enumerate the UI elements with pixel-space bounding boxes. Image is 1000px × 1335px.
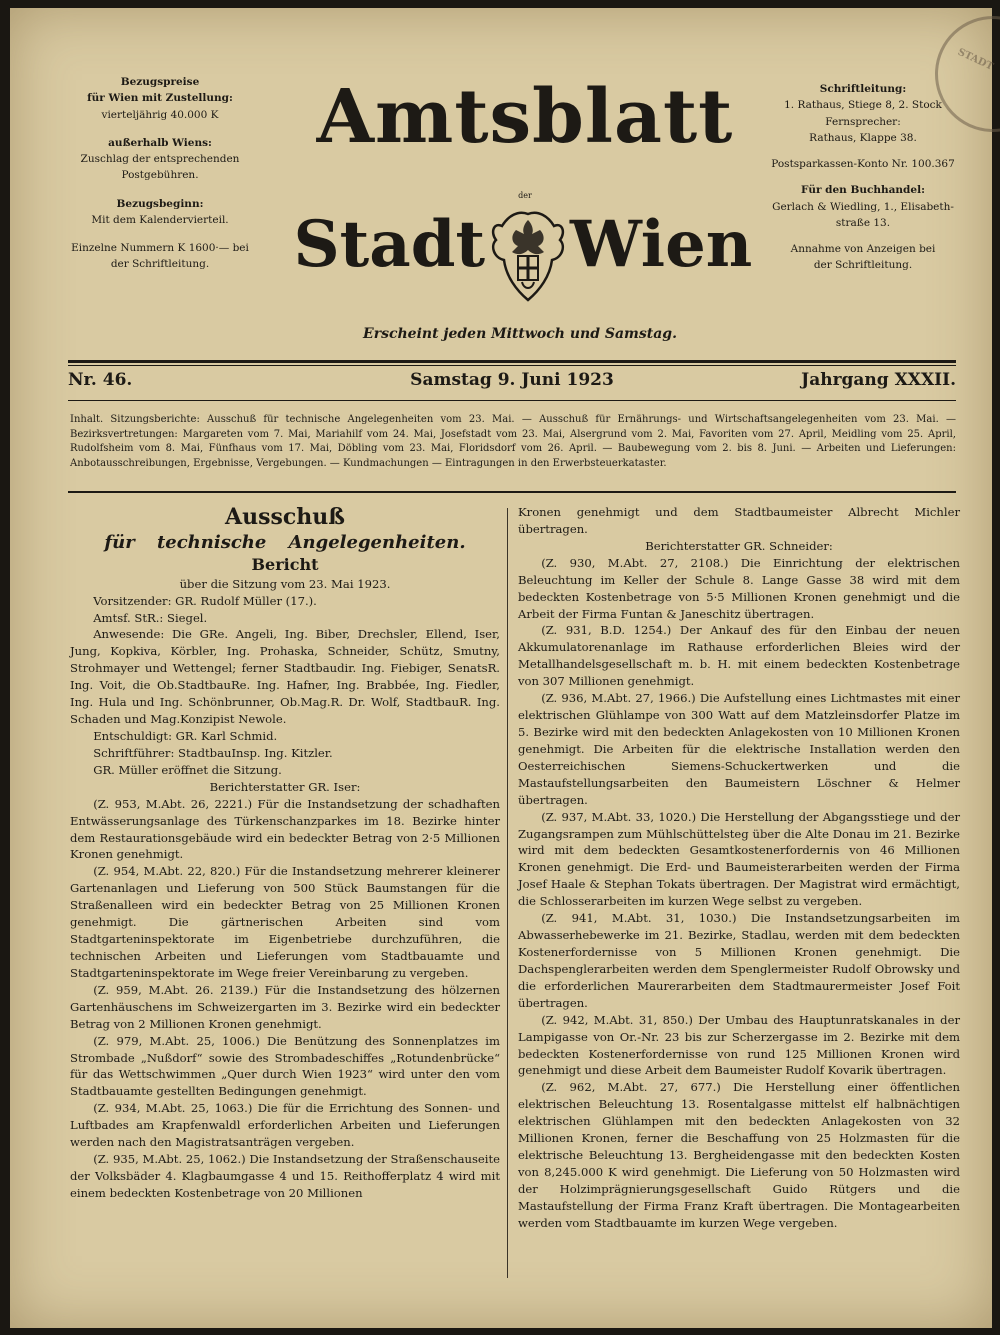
info-line: Schriftleitung: bbox=[819, 83, 907, 95]
info-line: der Schriftleitung. bbox=[110, 258, 210, 271]
rapporteur-heading: Berichterstatter GR. Iser: bbox=[209, 779, 361, 794]
paragraph: Vorsitzender: GR. Rudolf Müller (17.). bbox=[93, 593, 317, 608]
paragraph: (Z. 930, M.Abt. 27, 2108.) Die Einrichtung der elektrischen Beleuchtung im Keller der Schule 8. Lange Gasse 38 wird mit dem bedeckten Kostenbetrage von 5·5 Millionen Kronen genehmigt und die Arbeit der Firma Funtan & Janeschitz übertragen. bbox=[518, 555, 960, 621]
vienna-crest-icon bbox=[488, 206, 568, 306]
article-date: über die Sitzung vom 23. Mai 1923. bbox=[179, 576, 391, 591]
info-line: für Wien mit Zustellung: bbox=[87, 92, 233, 105]
masthead-rule-thin bbox=[68, 365, 956, 366]
title-der: der bbox=[518, 191, 532, 200]
paragraph: (Z. 936, M.Abt. 27, 1966.) Die Aufstellung eines Lichtmastes mit einer elektrischen Glühlampe von 300 Watt auf dem Matzleinsdorfer Platze im 5. Bezirke wird mit den bedeckten Anlagekosten von 10 Millionen Kronen genehmigt. Die Arbeiten für die elektrische Installation werden den Oesterreichischen Siemens-Schuckertwerken und die Mastaufstellungsarbeiten den Baumeistern Löschner & Helmer übertragen. bbox=[518, 691, 960, 807]
info-line: Gerlach & Wiedling, 1., Elisabeth- bbox=[772, 200, 954, 213]
rapporteur-heading: Berichterstatter GR. Schneider: bbox=[645, 538, 833, 553]
paragraph: Entschuldigt: GR. Karl Schmid. bbox=[93, 728, 278, 743]
library-stamp: STADT bbox=[916, 0, 1000, 151]
info-line: Mit dem Kalendervierteil. bbox=[91, 213, 229, 226]
issue-rule bbox=[68, 400, 956, 401]
toc-rule bbox=[68, 491, 956, 493]
left-column bbox=[70, 504, 500, 1202]
info-line: Postsparkassen-Konto Nr. 100.367 bbox=[771, 158, 955, 171]
article-title: Ausschuß bbox=[225, 504, 345, 530]
info-line: außerhalb Wiens: bbox=[108, 136, 212, 149]
paragraph: (Z. 962, M.Abt. 27, 677.) Die Herstellung einer öffentlichen elektrischen Beleuchtung 13. Rosentalgasse mittelst elf halbnächtigen elektrischen Glühlampen mit den bedeckten Anlagekosten von 32 Millionen Kronen, ferner die Beschaffung von 25 Holzmasten für die elektrische Beleuchtung 13. Bergheidengasse mit den bedeckten Kosten von 8,245.000 K wird genehmigt. Die Lieferung von 50 Holzmasten wird der Holzimprägnierungsgesellschaft Guido Rütgers und die Mastaufstellung der Firma Franz Kraft übertragen. Die Montagearbeiten werden vom Stadtbauamte im kurzen Wege vergeben. bbox=[518, 1080, 960, 1230]
paragraph: (Z. 953, M.Abt. 26, 2221.) Für die Instandsetzung der schadhaften Entwässerungsanlage des Türkenschanzparkes im 18. Bezirke hinter dem Restaurationsgebäude wird ein bedeckter Betrag von 2·5 Millionen Kronen genehmigt. bbox=[70, 796, 500, 862]
paragraph: (Z. 931, B.D. 1254.) Der Ankauf des für den Einbau der neuen Akkumulatorenanlage im Rathause erforderlichen Bleies wird der Metallhandelsgesellschaft m. b. H. mit einem bedeckten Kostenbetrage von 307 Millionen genehmigt. bbox=[518, 623, 960, 689]
title-wien: Wien bbox=[570, 207, 753, 282]
paragraph: (Z. 934, M.Abt. 25, 1063.) Die für die Errichtung des Sonnen- und Luftbades am Krapfenwaldl erforderlichen Arbeiten und Lieferungen werden nach den Magistratsanträgen vergeben. bbox=[70, 1101, 500, 1150]
paragraph: (Z. 941, M.Abt. 31, 1030.) Die Instandsetzungsarbeiten im Abwasserhebewerke im 21. Bezirke, Stadlau, werden mit dem bedeckten Kostenerfordernisse von 5 Millionen Kronen genehmigt. Die Dachspenglerarbeiten werden dem Spenglermeister Rudolf Obrowsky und die erforderlichen Maurerarbeiten dem Stadtmaurermeister Josef Foit übertragen. bbox=[518, 911, 960, 1010]
info-line: Bezugspreise bbox=[120, 76, 200, 88]
article-bericht: Bericht bbox=[251, 554, 319, 574]
info-line: Zuschlag der entsprechenden bbox=[80, 153, 240, 166]
info-line: straße 13. bbox=[835, 216, 891, 229]
column-divider bbox=[507, 508, 508, 1278]
issue-year: Jahrgang XXXII. bbox=[801, 370, 956, 390]
newspaper-page bbox=[10, 8, 995, 1328]
masthead-rule bbox=[68, 360, 956, 363]
info-line: Rathaus, Klappe 38. bbox=[809, 131, 917, 144]
paragraph: Anwesende: Die GRe. Angeli, Ing. Biber, Drechsler, Ellend, Iser, Jung, Kopkiva, Körbler, Ing. Prohaska, Schneider, Schütz, Smutny, Strohmayer und Wettengel; ferner Stadtbaudir. Ing. Fiebiger, SenatsR. Ing. Voit, die Ob.StadtbauRe. Ing. Hafner, Ing. Brabbée, Ing. Fiedler, Ing. Hula und Ing. Schönbrunner, Ob.Mag.R. Dr. Wolf, StadtbauR. Ing. Schaden und Mag.Konzipist Newole. bbox=[70, 627, 500, 727]
subscription-info bbox=[55, 74, 265, 285]
paragraph: (Z. 937, M.Abt. 33, 1020.) Die Herstellung der Abgangsstiege und der Zugangsrampen zum Mühlschüttelsteg über die Alte Donau im 21. Bezirke wird mit dem bedeckten Gesamtkostenerfordernis von 46 Millionen Kronen genehmigt. Die Erd- und Baumeisterarbeiten werden der Firma Josef Haale & Stephan Tokats übertragen. Der Magistrat wird ermächtigt, die Schlosserarbeiten im kurzen Wege selbst zu vergeben. bbox=[518, 809, 960, 909]
paragraph: (Z. 935, M.Abt. 25, 1062.) Die Instandsetzung der Straßenschauseite der Volksbäder 4. Klagbaumgasse 4 und 15. Reithofferplatz 4 wird mit einem bedeckten Kostenbetrage von 20 Millionen bbox=[70, 1152, 500, 1200]
info-line: Einzelne Nummern K 1600·— bei bbox=[71, 242, 249, 255]
paragraph: GR. Müller eröffnet die Sitzung. bbox=[93, 762, 282, 777]
paragraph: (Z. 942, M.Abt. 31, 850.) Der Umbau des Hauptunratskanales in der Lampigasse von Or.-Nr. 23 bis zur Scherzergasse im 2. Bezirke mit dem bedeckten Kostenerfordernisse von rund 125 Millionen Kronen wird genehmigt und diese Arbeit dem Baumeister Rudolf Kovarik übertragen. bbox=[518, 1012, 960, 1078]
right-column bbox=[518, 504, 960, 1232]
paragraph: Schriftführer: StadtbauInsp. Ing. Kitzler. bbox=[93, 745, 333, 760]
info-line: Fernsprecher: bbox=[825, 115, 901, 128]
paragraph: Amtsf. StR.: Siegel. bbox=[93, 610, 208, 625]
issue-date: Samstag 9. Juni 1923 bbox=[410, 370, 614, 390]
issue-line bbox=[68, 370, 956, 396]
info-line: der Schriftleitung. bbox=[813, 259, 913, 272]
paragraph: (Z. 959, M.Abt. 26. 2139.) Für die Instandsetzung des hölzernen Gartenhäuschens im Schweizergarten im 3. Bezirke wird ein bedeckter Betrag von 2 Millionen Kronen genehmigt. bbox=[70, 982, 500, 1031]
info-line: Postgebühren. bbox=[121, 169, 199, 182]
masthead bbox=[10, 8, 992, 363]
info-line: Annahme von Anzeigen bei bbox=[790, 243, 936, 256]
paragraph: (Z. 979, M.Abt. 25, 1006.) Die Benützung des Sonnenplatzes im Strombade „Nußdorf“ sowie des Strombadeschiffes „Rotundenbrücke“ für das Wettschwimmen „Quer durch Wien 1923“ wird unter den vom Stadtbauamte gestellten Bedingungen genehmigt. bbox=[70, 1033, 500, 1099]
title-stadt: Stadt bbox=[293, 207, 485, 282]
info-line: Für den Buchhandel: bbox=[801, 184, 925, 197]
info-line: 1. Rathaus, Stiege 8, 2. Stock bbox=[784, 99, 942, 112]
paragraph: Kronen genehmigt und dem Stadtbaumeister Albrecht Michler übertragen. bbox=[518, 505, 960, 536]
table-of-contents: Inhalt. Sitzungsberichte: Ausschuß für technische Angelegenheiten vom 23. Mai. — Ausschuß für Ernährungs- und Wirtschaftsangelegenheiten vom 23. Mai. — Bezirksvertretungen: Margareten vom 7. Mai, Mariahilf vom 24. Mai, Josefstadt vom 23. Mai, Alsergrund vom 2. Mai, Favoriten vom 27. April, Meidling vom 25. April, Rudolfsheim vom 8. Mai, Fünfhaus vom 17. Mai, Döbling vom 23. Mai, Floridsdorf vom 26. April. — Baubewegung vom 2. bis 8. Juni. — Arbeiten und Lieferungen: Anbotausschreibungen, Ergebnisse, Vergebungen. — Kundmachungen — Eintragungen in den Erwerbsteuerkataster. bbox=[70, 414, 956, 469]
info-line: Bezugsbeginn: bbox=[116, 197, 204, 210]
title-amtsblatt: Amtsblatt bbox=[316, 74, 734, 160]
editorial-info bbox=[758, 81, 968, 284]
issue-number: Nr. 46. bbox=[68, 370, 133, 390]
paragraph: (Z. 954, M.Abt. 22, 820.) Für die Instandsetzung mehrerer kleinerer Gartenanlagen und Lieferung von 500 Stück Baumstangen für die Straßenalleen wird ein bedeckter Betrag von 25 Millionen Kronen genehmigt. Die gärtnerischen Arbeiten sind vom Stadtgarteninspektorate im Eigenbetriebe durchzuführen, die technischen Arbeiten und Lieferungen vom Stadtbauamte und Stadtgarteninspektorate im Wege freier Vereinbarung zu vergeben. bbox=[70, 864, 500, 980]
info-line: vierteljährig 40.000 K bbox=[101, 108, 219, 121]
article-subtitle: für technische Angelegenheiten. bbox=[104, 532, 466, 554]
publication-schedule: Erscheint jeden Mittwoch und Samstag. bbox=[363, 326, 677, 342]
